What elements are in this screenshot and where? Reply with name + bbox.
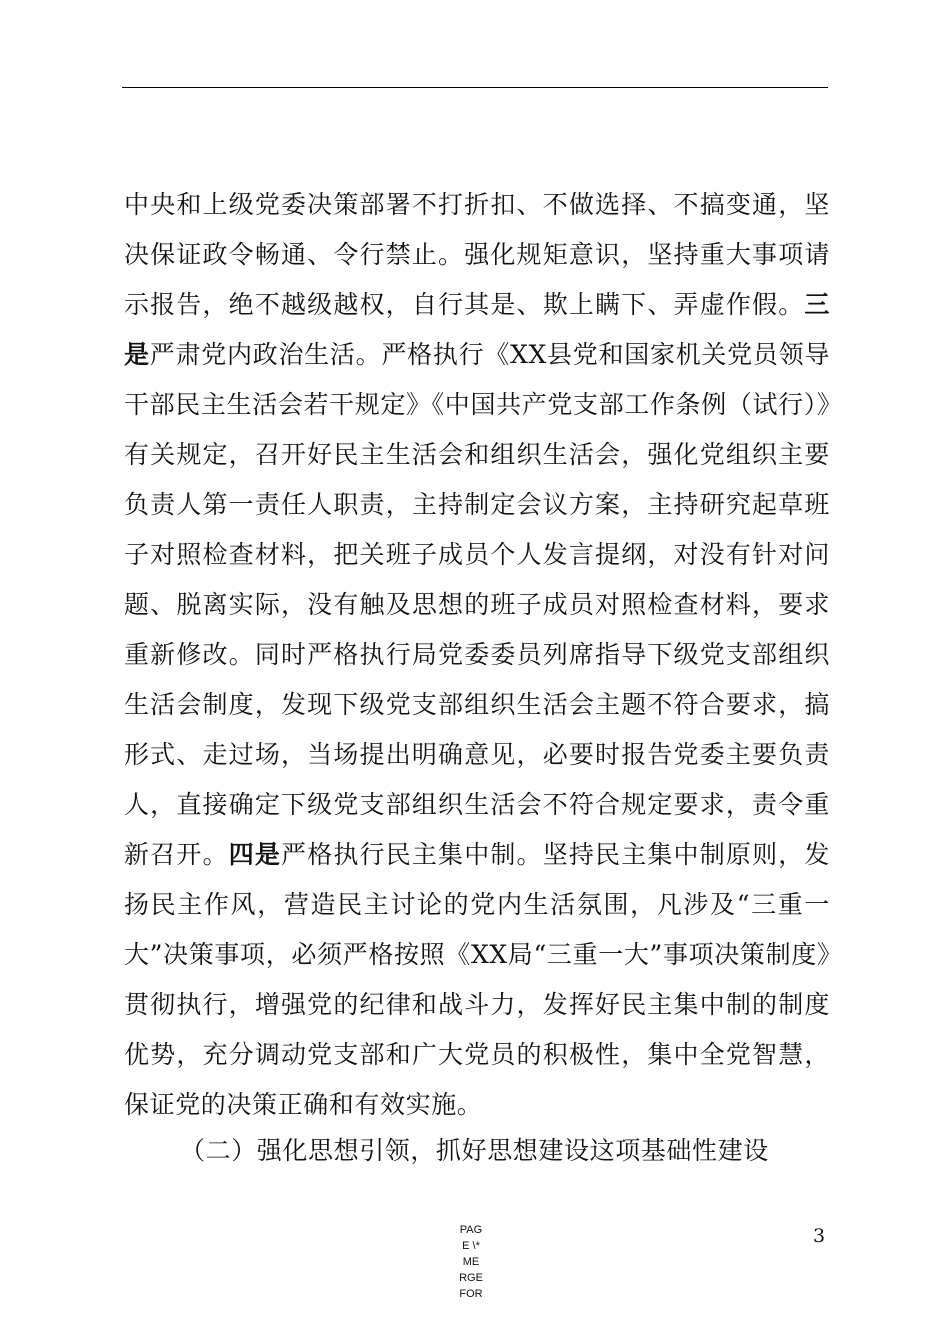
point-three-text: 严肃党内政治生活。严格执行《XX县党和国家机关党员领导干部民主生活会若干规定》《中国共产党支部工作条例（试行）》有关规定，召开好民主生活会和组织生活会，强化党组织主要负责人第一责任人职责，主持制定会议方案，主持研究起草班子对照检查材料，把关班子成员个人发言提纲，对没有针对问题、脱离实际，没有触及思想的班子成员对照检查材料，要求重新修改。同时严格执行局党委委员列席指导下级党支部组织生活会制度，发现下级党支部组织生活会主题不符合要求，搞形式、走过场，当场提出明确意见，必要时报告党委主要负责人，直接确定下级党支部组织生活会不符合规定要求，责令重新召开。	[124, 340, 830, 869]
page-number: 3	[813, 1225, 826, 1247]
paragraph-opening: 中央和上级党委决策部署不打折扣、不做选择、不搞变通，坚决保证政令畅通、令行禁止。强化规矩意识，坚持重大事项请示报告，绝不越级越权，自行其是、欺上瞒下、弄虚作假。	[124, 190, 830, 319]
body-paragraph	[124, 180, 830, 1130]
section-heading: （二）强化思想引领，抓好思想建设这项基础性建设	[180, 1136, 769, 1165]
header-rule	[122, 87, 828, 88]
point-four-marker: 四是	[228, 840, 282, 869]
point-three-marker: 三是	[124, 290, 830, 369]
page-field-code: PAGE \* MERGEFOR	[459, 1224, 483, 1300]
point-four-text: 严格执行民主集中制。坚持民主集中制原则，发扬民主作风，营造民主讨论的党内生活氛围，凡涉及“三重一大”决策事项，必须严格按照《XX局“三重一大”事项决策制度》贯彻执行，增强党的纪律和战斗力，发挥好民主集中制的制度优势，充分调动党支部和广大党员的积极性，集中全党智慧，保证党的决策正确和有效实施。	[124, 840, 831, 1119]
